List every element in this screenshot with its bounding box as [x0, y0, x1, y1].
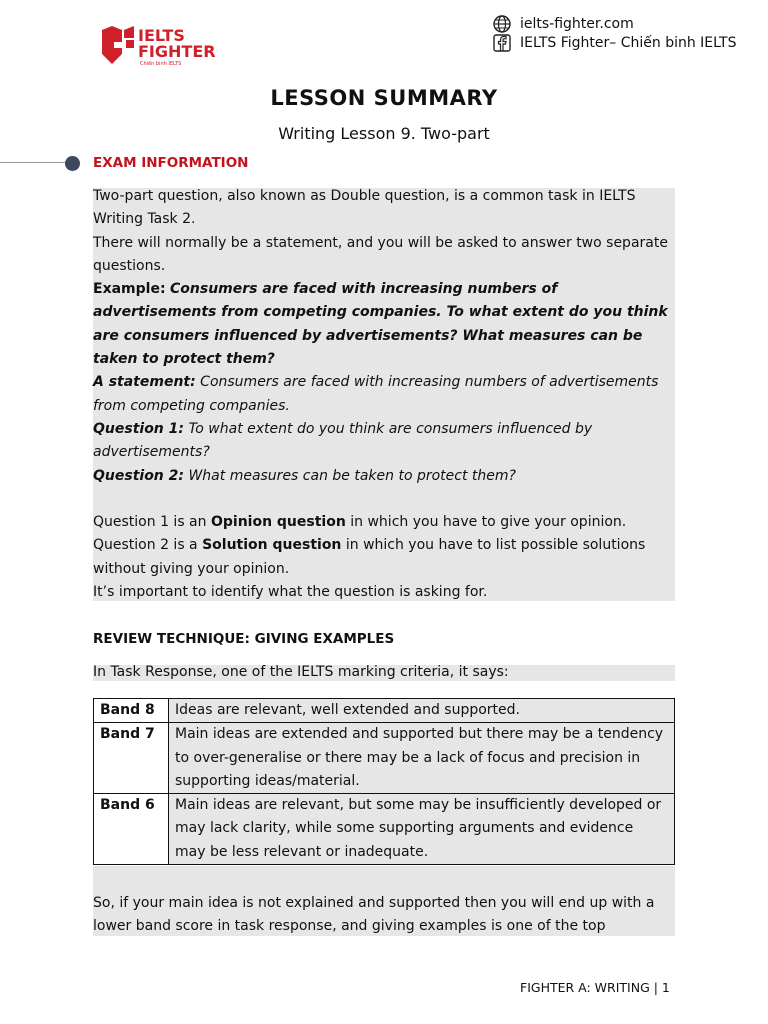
question2-paragraph — [93, 465, 675, 488]
website-contact[interactable] — [492, 14, 634, 34]
example-text: Consumers are faced with increasing numbers of advertisements from competing companies. To what extent do you think are consumers influenced by advertisements? What measures can be taken to protect them? — [93, 281, 668, 368]
globe-icon — [492, 14, 512, 34]
solution-paragraph: Question 2 is a Solution question in which you have to list possible solutions without giving your opinion. — [93, 537, 646, 577]
facebook-contact[interactable] — [492, 33, 736, 53]
logo-tagline: Chiến binh IELTS — [140, 61, 182, 67]
band-description: Main ideas are relevant, but some may be insufficiently developed or may lack clarity, while some supporting arguments and evidence may be less relevant or inadequate. — [169, 794, 675, 865]
opinion-question-term: Opinion question — [210, 514, 346, 531]
statement-paragraph — [93, 371, 675, 418]
statement-text: Consumers are faced with increasing numbers of advertisements from competing companies. — [93, 374, 659, 414]
intro-paragraph-2: There will normally be a statement, and you will be asked to answer two separate questions. — [93, 234, 668, 274]
ielts-fighter-logo — [100, 24, 230, 68]
question2-text: What measures can be taken to protect them? — [188, 467, 516, 484]
question2-label: Question 2: — [93, 467, 184, 484]
page-title: LESSON SUMMARY — [270, 86, 498, 110]
exam-information-body — [93, 185, 675, 604]
important-paragraph: It’s important to identify what the question is asking for. — [93, 584, 488, 601]
logo-line1: IELTS — [138, 26, 185, 45]
page-footer: FIGHTER A: WRITING | 1 — [520, 980, 670, 995]
band-label: Band 6 — [94, 794, 169, 865]
example-label: Example: — [93, 281, 166, 298]
page-subtitle: Writing Lesson 9. Two-part — [278, 124, 490, 143]
statement-label: A statement: — [93, 374, 196, 391]
band-label: Band 7 — [94, 723, 169, 794]
solution-question-term: Solution question — [202, 537, 342, 554]
intro-paragraph-1: Two-part question, also known as Double question, is a common task in IELTS Writing Task 2. — [93, 188, 636, 228]
question1-label: Question 1: — [93, 420, 184, 437]
margin-connector-line — [0, 162, 66, 163]
question1-paragraph — [93, 418, 675, 465]
opinion-paragraph: Question 1 is an Opinion question in which you have to give your opinion. — [93, 514, 627, 531]
band-description: Ideas are relevant, well extended and supported. — [169, 699, 675, 723]
review-technique-heading: REVIEW TECHNIQUE: GIVING EXAMPLES — [93, 631, 395, 647]
conclusion-paragraph — [93, 892, 675, 939]
band-description: Main ideas are extended and supported but there may be a tendency to over-generalise or there may be a lack of focus and precision in supporting ideas/material. — [169, 723, 675, 794]
review-intro — [93, 661, 675, 684]
website-text[interactable]: ielts-fighter.com — [520, 16, 634, 32]
table-row — [94, 723, 675, 794]
facebook-icon — [492, 33, 512, 53]
conclusion-text: So, if your main idea is not explained and supported then you will end up with a lower band score in task response, and giving examples is one of the top — [93, 895, 655, 935]
band-descriptor-table — [93, 698, 675, 865]
exam-information-heading: EXAM INFORMATION — [93, 155, 249, 171]
logo-line2: FIGHTER — [138, 42, 216, 61]
review-intro-text: In Task Response, one of the IELTS marking criteria, it says: — [93, 664, 509, 680]
table-row — [94, 699, 675, 723]
section-marker-dot — [65, 156, 80, 171]
band-label: Band 8 — [94, 699, 169, 723]
example-paragraph — [93, 278, 675, 371]
table-row — [94, 794, 675, 865]
question1-text: To what extent do you think are consumers influenced by advertisements? — [93, 420, 593, 461]
facebook-text[interactable]: IELTS Fighter– Chiến binh IELTS — [520, 35, 737, 51]
